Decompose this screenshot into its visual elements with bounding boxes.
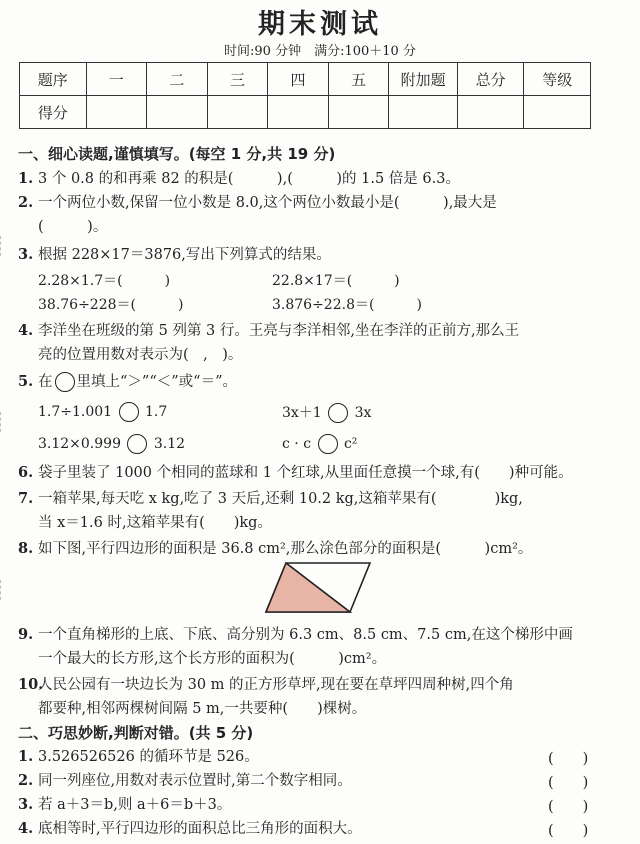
- question-number: 8.: [18, 540, 34, 557]
- question-text-continued: 亮的位置用数对表示为( , )。: [38, 347, 243, 363]
- question-text: 人民公园有一块边长为 30 m 的正方形草坪,现在要在草坪四周种树,四个角: [38, 677, 514, 693]
- score-entry-cell[interactable]: [328, 96, 389, 129]
- score-entry-cell[interactable]: [86, 96, 147, 129]
- binding-mark: [0, 412, 5, 432]
- question-8: [18, 536, 614, 562]
- compare-item: [282, 402, 371, 423]
- score-entry-cell[interactable]: [524, 96, 591, 129]
- answer-circle[interactable]: [328, 403, 348, 423]
- question-text: 袋子里装了 1000 个相同的蓝球和 1 个红球,从里面任意摸一个球,有( )种可能。: [38, 465, 573, 481]
- compare-item: [38, 402, 167, 422]
- question-text: 里填上“＞”“＜”或“＝”。: [76, 374, 237, 390]
- compare-left: c · c: [282, 436, 312, 452]
- question-text: 底相等时,平行四边形的面积总比三角形的面积大。: [38, 821, 362, 837]
- compare-left: 3.12×0.999: [38, 436, 121, 452]
- compare-right: 3x: [354, 405, 372, 421]
- answer-parentheses[interactable]: ( ): [548, 751, 589, 767]
- question-text-continued: 都要种,相邻两棵树间隔 5 m,一共要种( )棵树。: [38, 701, 367, 717]
- section-heading-2: 二、巧思妙断,判断对错。(共 5 分): [18, 724, 254, 742]
- compare-left: 1.7÷1.001: [38, 404, 113, 420]
- calc-item: 22.8×17＝( ): [272, 273, 400, 289]
- compare-right: 3.12: [153, 436, 186, 452]
- question-number: 5.: [18, 373, 34, 390]
- answer-circle[interactable]: [127, 434, 147, 454]
- compare-left: 3x＋1: [282, 405, 322, 421]
- binding-mark: [0, 236, 5, 256]
- question-number: 2.: [18, 772, 34, 789]
- question-text: 同一列座位,用数对表示位置时,第二个数字相同。: [38, 773, 352, 789]
- shaded-triangle: [266, 563, 350, 612]
- question-text-continued: ( )。: [38, 219, 108, 235]
- question-number: 2.: [18, 194, 34, 211]
- question-text: 一个直角梯形的上底、下底、高分别为 6.3 cm、8.5 cm、7.5 cm,在这个梯形中画: [38, 627, 573, 643]
- judgement-item: [18, 768, 614, 794]
- score-entry-cell[interactable]: [268, 96, 329, 129]
- question-text: 一箱苹果,每天吃 x kg,吃了 3 天后,还剩 10.2 kg,这箱苹果有( )kg,: [38, 491, 523, 507]
- question-number: 4.: [18, 820, 34, 837]
- question-number: 1.: [18, 170, 34, 187]
- table-cell: 四: [268, 63, 329, 96]
- question-number: 10.: [18, 676, 44, 693]
- compare-right: 1.7: [144, 404, 168, 420]
- table-cell: 一: [86, 63, 147, 96]
- answer-parentheses[interactable]: ( ): [548, 799, 589, 815]
- answer-parentheses[interactable]: ( ): [548, 823, 589, 839]
- parallelogram-figure: [262, 560, 374, 616]
- question-text: 根据 228×17＝3876,写出下列算式的结果。: [38, 247, 331, 263]
- section-heading-1: 一、细心读题,谨慎填写。(每空 1 分,共 19 分): [18, 145, 336, 163]
- table-cell: 题序: [20, 63, 87, 96]
- calc-item: 3.876÷22.8＝( ): [272, 297, 422, 313]
- table-cell: 五: [328, 63, 389, 96]
- question-2: [18, 190, 614, 216]
- calc-item: 38.76÷228＝( ): [38, 297, 184, 313]
- question-text: 在: [38, 374, 53, 390]
- question-text: 一个两位小数,保留一位小数是 8.0,这个两位小数最小是( ),最大是: [38, 195, 497, 211]
- answer-parentheses[interactable]: ( ): [548, 775, 589, 791]
- question-6: [18, 460, 614, 486]
- table-cell: 附加题: [389, 63, 458, 96]
- question-text: 3.526526526 的循环节是 526。: [38, 749, 259, 765]
- question-number: 3.: [18, 246, 34, 263]
- page-title: 期末测试: [258, 9, 382, 40]
- table-cell: 等级: [524, 63, 591, 96]
- answer-circle[interactable]: [119, 402, 139, 422]
- question-number: 6.: [18, 464, 34, 481]
- table-cell: 二: [147, 63, 208, 96]
- score-entry-cell[interactable]: [457, 96, 524, 129]
- score-table-header-row: [20, 63, 591, 96]
- question-4: [18, 318, 614, 344]
- judgement-item: [18, 744, 614, 770]
- compare-item: [38, 434, 185, 454]
- score-table-score-row: [20, 96, 591, 129]
- question-text: 3 个 0.8 的和再乘 82 的积是( ),( )的 1.5 倍是 6.3。: [38, 171, 460, 187]
- question-text: 如下图,平行四边形的面积是 36.8 cm²,那么涂色部分的面积是( )cm²。: [38, 541, 533, 557]
- question-number: 3.: [18, 796, 34, 813]
- question-7: [18, 486, 614, 512]
- answer-circle[interactable]: [318, 434, 338, 454]
- table-cell: 得分: [20, 96, 87, 129]
- exam-info: 时间:90 分钟 满分:100＋10 分: [224, 44, 416, 59]
- score-entry-cell[interactable]: [147, 96, 208, 129]
- compare-right: c²: [343, 436, 358, 452]
- table-cell: 三: [207, 63, 268, 96]
- question-text-continued: 一个最大的长方形,这个长方形的面积为( )cm²。: [38, 651, 387, 667]
- question-10: [18, 672, 614, 698]
- compare-item: [282, 434, 357, 454]
- question-3: [18, 242, 614, 268]
- question-number: 9.: [18, 626, 34, 643]
- question-number: 7.: [18, 490, 34, 507]
- score-entry-cell[interactable]: [389, 96, 458, 129]
- score-entry-cell[interactable]: [207, 96, 268, 129]
- question-1: [18, 166, 614, 192]
- judgement-item: [18, 792, 614, 818]
- question-number: 4.: [18, 322, 34, 339]
- calc-item: 2.28×1.7＝( ): [38, 273, 171, 289]
- question-5: [18, 369, 614, 395]
- question-number: 1.: [18, 748, 34, 765]
- question-text: 若 a＋3＝b,则 a＋6＝b＋3。: [38, 797, 232, 813]
- judgement-item: [18, 816, 614, 842]
- question-text: 李洋坐在班级的第 5 列第 3 行。王亮与李洋相邻,坐在李洋的正前方,那么王: [38, 323, 520, 339]
- circle-icon: [55, 372, 75, 392]
- question-text-continued: 当 x＝1.6 时,这箱苹果有( )kg。: [38, 515, 272, 531]
- score-table: [19, 62, 591, 129]
- table-cell: 总分: [457, 63, 524, 96]
- question-9: [18, 622, 614, 648]
- binding-mark: [0, 580, 5, 600]
